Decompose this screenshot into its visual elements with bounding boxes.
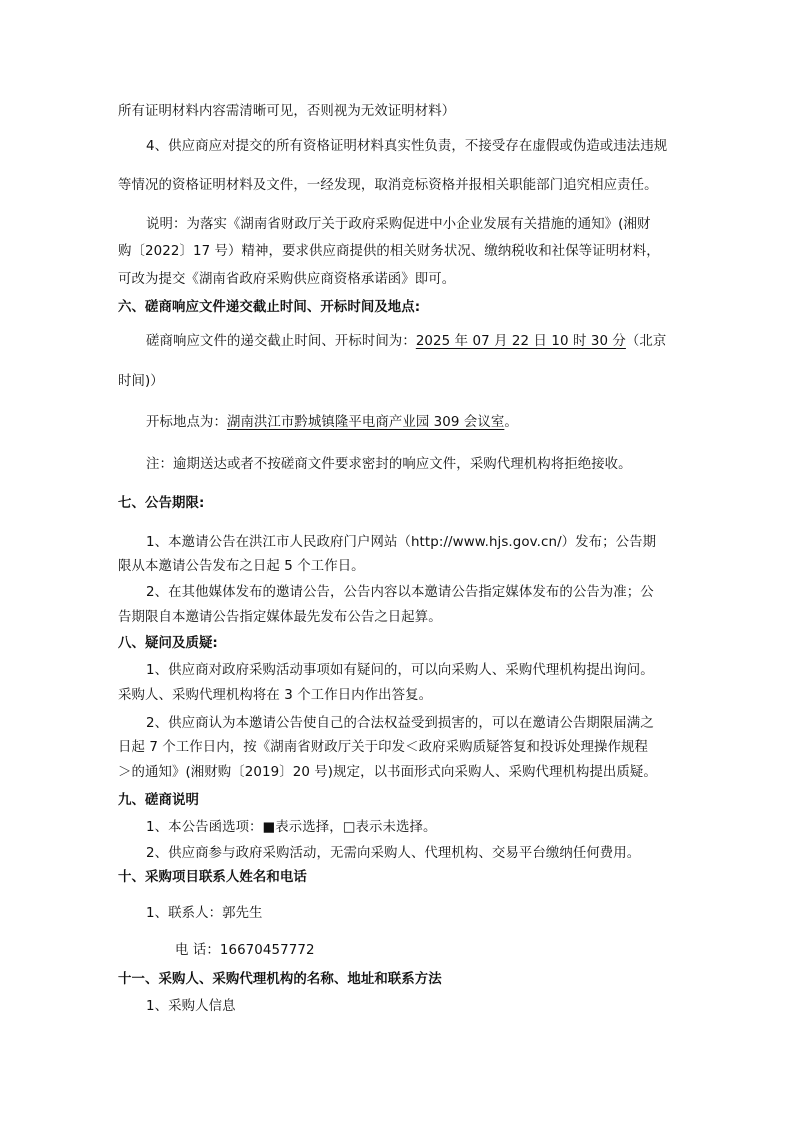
section-heading: 十一、采购人、采购代理机构的名称、地址和联系方法 xyxy=(118,972,442,987)
contact-person: 1、联系人：郭先生 xyxy=(146,906,263,921)
section-heading: 六、磋商响应文件递交截止时间、开标时间及地点: xyxy=(118,300,421,315)
paragraph-line: 1、本公告函选项：■表示选择，□表示未选择。 xyxy=(146,820,437,835)
opening-place: 湖南洪江市黔城镇隆平电商产业园 309 会议室 xyxy=(226,415,505,430)
note-line: 购〔2022〕17 号）精神，要求供应商提供的相关财务状况、缴纳税收和社保等证明材料， xyxy=(118,244,660,259)
deadline-prefix: 磋商响应文件的递交截止时间、开标时间为： xyxy=(146,334,416,349)
note-line: 说明：为落实《湖南省财政厅关于政府采购促进中小企业发展有关措施的通知》(湘财 xyxy=(146,217,651,232)
section-heading: 十、采购项目联系人姓名和电话 xyxy=(118,870,307,885)
opening-place-prefix: 开标地点为： xyxy=(146,415,227,430)
paragraph-line: 4、供应商应对提交的所有资格证明材料真实性负责，不接受存在虚假或伪造或违法违规 xyxy=(146,139,668,154)
section-heading: 八、疑问及质疑: xyxy=(118,636,218,651)
paragraph-line: 日起 7 个工作日内，按《湖南省财政厅关于印发＜政府采购质疑答复和投诉处理操作规程 xyxy=(118,740,648,755)
opening-place-suffix: 。 xyxy=(504,415,518,430)
paragraph-line: 1、采购人信息 xyxy=(146,999,236,1014)
paragraph-line: ＞的通知》(湘财购〔2019〕20 号)规定，以书面形式向采购人、采购代理机构提出质疑。 xyxy=(118,765,657,780)
late-submission-note: 注：逾期送达或者不按磋商文件要求密封的响应文件，采购代理机构将拒绝接收。 xyxy=(146,457,632,472)
deadline-line xyxy=(146,333,666,351)
paragraph-line: 所有证明材料内容需清晰可见，否则视为无效证明材料） xyxy=(118,104,456,119)
deadline-time: 2025 年 07 月 22 日 10 时 30 分 xyxy=(415,334,626,349)
paragraph-line: 2、在其他媒体发布的邀请公告，公告内容以本邀请公告指定媒体发布的公告为准；公 xyxy=(146,585,654,600)
paragraph-line: 采购人、采购代理机构将在 3 个工作日内作出答复。 xyxy=(118,688,433,703)
deadline-suffix: （北京 xyxy=(625,334,667,349)
paragraph-line: 2、供应商参与政府采购活动，无需向采购人、代理机构、交易平台缴纳任何费用。 xyxy=(146,846,641,861)
paragraph-line: 等情况的资格证明材料及文件，一经发现，取消竞标资格并报相关职能部门追究相应责任。 xyxy=(118,178,658,193)
paragraph-line: 1、本邀请公告在洪江市人民政府门户网站（http://www.hjs.gov.cn/）发布；公告期 xyxy=(146,535,657,550)
paragraph-line: 1、供应商对政府采购活动事项如有疑问的，可以向采购人、采购代理机构提出询问。 xyxy=(146,663,654,678)
deadline-continuation: 时间)） xyxy=(118,374,164,389)
paragraph-line: 限从本邀请公告发布之日起 5 个工作日。 xyxy=(118,559,365,574)
section-heading: 七、公告期限: xyxy=(118,496,205,511)
opening-place-line xyxy=(146,414,518,432)
section-heading: 九、磋商说明 xyxy=(118,793,199,808)
paragraph-line: 2、供应商认为本邀请公告使自己的合法权益受到损害的，可以在邀请公告期限届满之 xyxy=(146,716,654,731)
paragraph-line: 告期限自本邀请公告指定媒体最先发布公告之日起算。 xyxy=(118,610,442,625)
contact-phone: 电 话：16670457772 xyxy=(175,943,315,958)
note-line: 可改为提交《湖南省政府采购供应商资格承诺函》即可。 xyxy=(118,272,456,287)
